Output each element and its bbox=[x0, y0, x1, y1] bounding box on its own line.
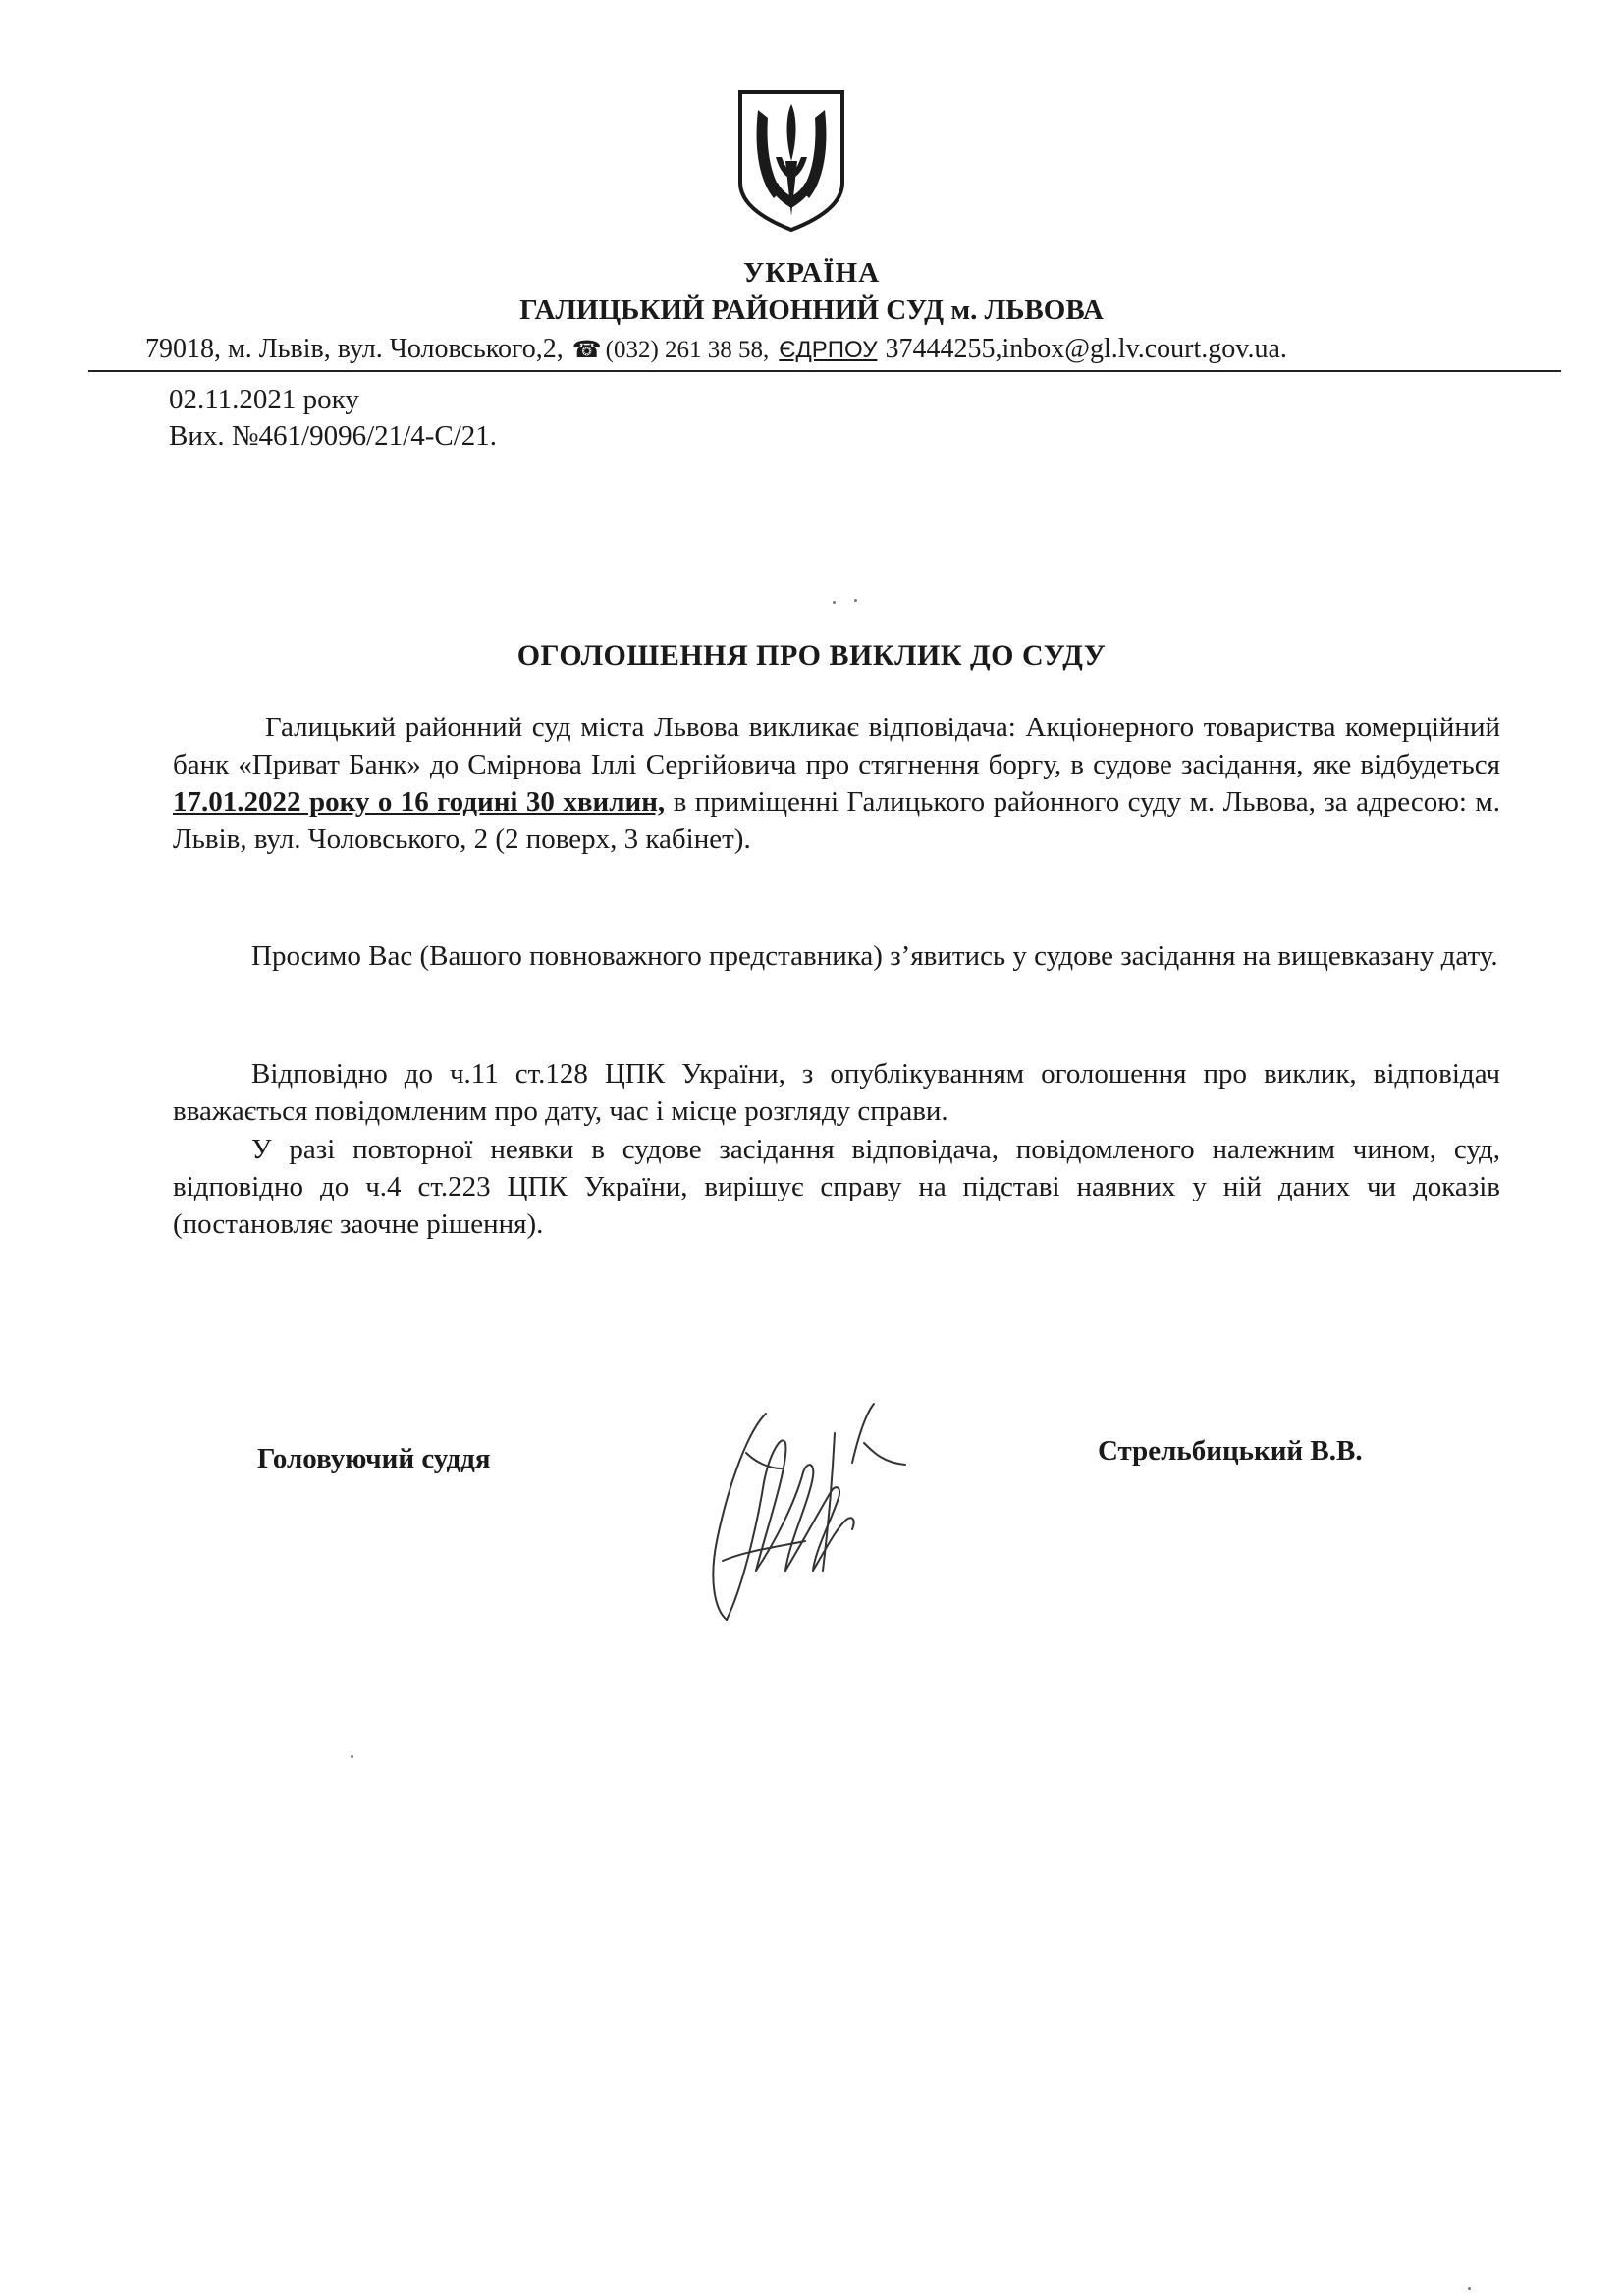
scan-speck bbox=[833, 601, 836, 604]
court-heading: ГАЛИЦЬКИЙ РАЙОННИЙ СУД м. ЛЬВОВА bbox=[519, 294, 1104, 326]
edrpou-label: ЄДРПОУ bbox=[779, 337, 878, 363]
legal-basis-paragraph: Відповідно до ч.11 ст.128 ЦПК України, з опублікуванням оголошення про виклик, відповідач вважається повідомленим про дату, час і місце розгляду справи. bbox=[173, 1058, 1500, 1127]
court-phone: (032) 261 38 58, bbox=[605, 337, 770, 363]
scan-speck bbox=[854, 599, 857, 602]
telephone-icon: ☎ bbox=[571, 338, 602, 363]
document-date: 02.11.2021 року bbox=[169, 384, 359, 415]
coat-of-arms-icon bbox=[736, 88, 846, 234]
appearance-request-paragraph: Просимо Вас (Вашого повноважного представника) з’явитись у судове засідання на вищевказану дату. bbox=[251, 940, 1498, 972]
edrpou-and-email: 37444255,inbox@gl.lv.court.gov.ua. bbox=[885, 334, 1287, 364]
default-judgment-paragraph: У разі повторної неявки в судове засідання відповідача, повідомленого належним чином, суд, відповідно до ч.4 ст.223 ЦПК України, вирішує справу на підставі наявних у ній даних чи доказів (постановляє заочне рішення). bbox=[173, 1134, 1500, 1240]
summons-text-end: в приміщенні Галицького районного суду м. Львова, за адресою: м. Львів, вул. Чоловського, 2 (2 поверх, 3 кабінет). bbox=[173, 786, 1500, 855]
court-address: 79018, м. Львів, вул. Чоловського,2, bbox=[145, 334, 564, 364]
hearing-datetime: 17.01.2022 року о 16 годині 30 хвилин, bbox=[173, 786, 666, 818]
presiding-judge-label: Головуючий суддя bbox=[257, 1443, 491, 1474]
judge-name: Стрельбицький В.В. bbox=[1098, 1435, 1363, 1467]
header-divider bbox=[88, 370, 1561, 372]
summons-paragraph bbox=[173, 709, 1500, 858]
court-contacts bbox=[145, 334, 1287, 365]
summons-text-start: Галицький районний суд міста Львова викликає відповідача: Акціонерного товариства комерційний банк «Приват Банк» до Смірнова Іллі Сергійовича про стягнення боргу, в судове засідання, яке відбудеться bbox=[173, 712, 1500, 780]
handwritten-signature bbox=[687, 1374, 923, 1639]
country-heading: УКРАЇНА bbox=[742, 257, 881, 289]
outgoing-number: Вих. №461/9096/21/4-С/21. bbox=[169, 420, 498, 452]
scan-speck bbox=[1468, 2287, 1471, 2290]
notice-title: ОГОЛОШЕННЯ ПРО ВИКЛИК ДО СУДУ bbox=[516, 639, 1107, 671]
scan-speck bbox=[351, 1755, 353, 1758]
